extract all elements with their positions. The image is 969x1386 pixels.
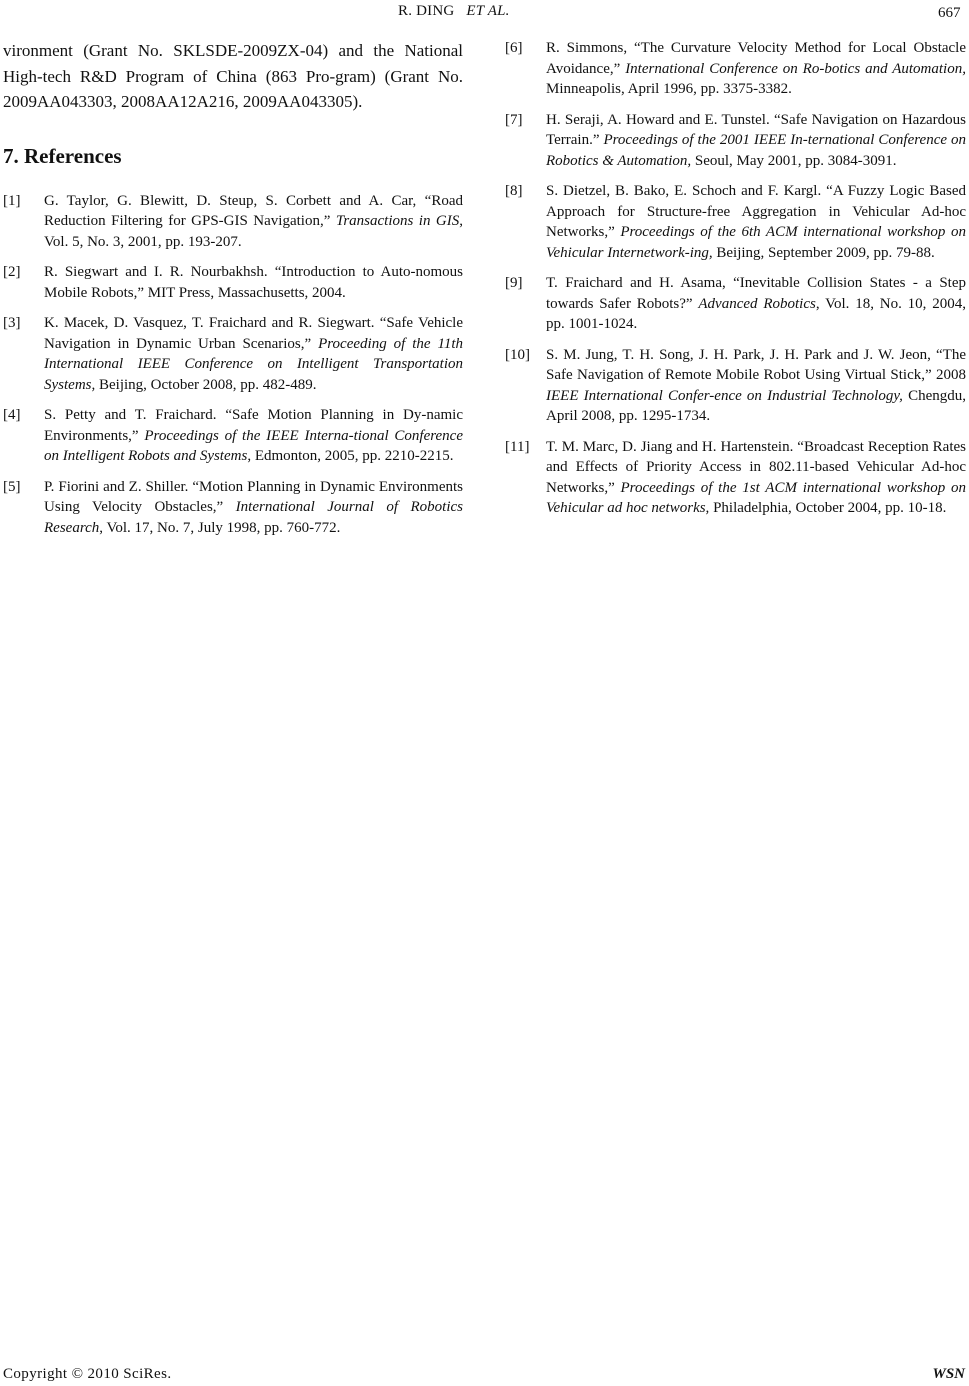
- reference-details: Chengdu, April 2008, pp. 1295-1734.: [546, 387, 966, 424]
- acknowledgment-paragraph: vironment (Grant No. SKLSDE-2009ZX-04) and the National High-tech R&D Program of China (863 Pro-gram) (Grant No. 2009AA043303, 2008AA12A216, 2009AA043305).: [3, 41, 463, 111]
- reference-item: [3, 191, 463, 253]
- reference-authors-title: P. Fiorini and Z. Shiller. “Motion Planning in Dynamic Environments Using Velocity Obstacles,”: [44, 478, 463, 515]
- reference-text: [44, 313, 463, 395]
- reference-number: [9]: [505, 275, 523, 291]
- reference-details: , Vol. 18, No. 10, 2004, pp. 1001-1024.: [546, 295, 966, 332]
- reference-details: Minneapolis, April 1996, pp. 3375-3382.: [546, 81, 792, 97]
- reference-details: , Vol. 17, No. 7, July 1998, pp. 760-772.: [99, 519, 341, 536]
- reference-details: , Edmonton, 2005, pp. 2210-2215.: [247, 448, 454, 464]
- reference-item: [3, 262, 463, 303]
- reference-number: [4]: [3, 407, 21, 423]
- running-head-etal: ET AL.: [466, 3, 510, 19]
- reference-text: [546, 345, 966, 427]
- reference-venue: Proceedings of the 2001 IEEE In-ternational Conference on Robotics & Automation,: [546, 132, 966, 169]
- reference-authors-title: T. Fraichard and H. Asama, “Inevitable Collision States - a Step towards Safer Robots?”: [546, 275, 966, 312]
- reference-authors-title: K. Macek, D. Vasquez, T. Fraichard and R. Siegwart. “Safe Vehicle Navigation in Dynamic Urban Scenarios,”: [44, 315, 463, 352]
- running-head-author-name: R. DING: [398, 3, 455, 19]
- reference-details: Seoul, May 2001, pp. 3084-3091.: [691, 152, 897, 169]
- reference-number: [11]: [505, 438, 530, 455]
- reference-authors-title: G. Taylor, G. Blewitt, D. Steup, S. Corbett and A. Car, “Road Reduction Filtering for GPS-GIS Navigation,”: [44, 192, 463, 229]
- reference-item: [505, 181, 966, 263]
- reference-text: [546, 110, 966, 172]
- running-head-authors: [398, 3, 510, 20]
- reference-details: Beijing, September 2009, pp. 79-88.: [712, 244, 935, 261]
- reference-item: [3, 405, 463, 467]
- reference-details: Beijing, October 2008, pp. 482-489.: [95, 376, 317, 393]
- reference-venue: Proceedings of the IEEE Interna-tional Conference on Intelligent Robots and Systems: [44, 427, 463, 464]
- reference-details: , Vol. 5, No. 3, 2001, pp. 193-207.: [44, 213, 463, 250]
- reference-number: [5]: [3, 478, 21, 495]
- reference-venue: International Journal of Robotics Research: [44, 499, 464, 536]
- reference-text: [44, 477, 463, 539]
- reference-authors-title: R. Simmons, “The Curvature Velocity Method for Local Obstacle Avoidance,”: [546, 40, 966, 77]
- reference-details: Philadelphia, October 2004, pp. 10-18.: [709, 500, 947, 516]
- reference-venue: Advanced Robotics: [698, 295, 816, 312]
- reference-number: [7]: [505, 111, 523, 128]
- reference-venue: IEEE International Confer-ence on Industrial Technology,: [546, 387, 903, 404]
- reference-text: [546, 273, 966, 335]
- reference-item: [505, 110, 966, 172]
- reference-text: [546, 38, 966, 100]
- reference-authors-title: S. Dietzel, B. Bako, E. Schoch and F. Kargl. “A Fuzzy Logic Based Approach for Structure-free Aggregation in Vehicular Ad-hoc Networks,”: [546, 183, 966, 240]
- reference-text: [44, 262, 463, 303]
- reference-venue: Proceeding of the 11th International IEEE Conference on Intelligent Transportation Systems,: [44, 335, 463, 393]
- reference-number: [1]: [3, 192, 21, 209]
- reference-item: [505, 345, 966, 427]
- running-head: [0, 3, 969, 25]
- page-number: 667: [938, 5, 961, 21]
- reference-authors-title: R. Siegwart and I. R. Nourbakhsh. “Introduction to Auto-nomous Mobile Robots,” MIT Press, Massachusetts, 2004.: [44, 264, 463, 301]
- reference-authors-title: S. M. Jung, T. H. Song, J. H. Park, J. H. Park and J. W. Jeon, “The Safe Navigation of Remote Mobile Robot Using Virtual Stick,” 2008: [546, 346, 966, 383]
- reference-number: [10]: [505, 346, 530, 363]
- reference-venue: International Conference on Ro-botics and Automation,: [625, 60, 966, 77]
- reference-number: [6]: [505, 40, 523, 56]
- reference-item: [505, 38, 966, 100]
- reference-authors-title: S. Petty and T. Fraichard. “Safe Motion Planning in Dy-namic Environments,”: [44, 407, 463, 444]
- reference-venue: Transactions in GIS: [335, 213, 460, 229]
- reference-number: [3]: [3, 315, 21, 331]
- reference-venue: Proceedings of the 1st ACM international workshop on Vehicular ad hoc networks,: [546, 479, 966, 516]
- reference-item: [3, 313, 463, 395]
- copyright-notice: Copyright © 2010 SciRes.: [3, 1366, 172, 1382]
- right-column: [505, 38, 966, 529]
- reference-text: [44, 191, 463, 253]
- reference-authors-title: H. Seraji, A. Howard and E. Tunstel. “Safe Navigation on Hazardous Terrain.”: [546, 111, 966, 148]
- left-column: [3, 38, 463, 548]
- page-footer: [0, 1366, 969, 1386]
- reference-number: [2]: [3, 264, 21, 280]
- reference-text: [546, 181, 966, 263]
- reference-item: [505, 437, 966, 519]
- reference-number: [8]: [505, 183, 523, 199]
- reference-venue: Proceedings of the 6th ACM international workshop on Vehicular Internetwork-ing,: [546, 224, 966, 261]
- reference-item: [3, 477, 463, 539]
- reference-text: [44, 405, 463, 467]
- reference-item: [505, 273, 966, 335]
- reference-authors-title: T. M. Marc, D. Jiang and H. Hartenstein. “Broadcast Reception Rates and Effects of Priority Access in 802.11-based Vehicular Ad-hoc Networks,”: [546, 438, 966, 496]
- journal-abbreviation: WSN: [932, 1366, 965, 1382]
- references-heading: 7. References: [3, 143, 122, 168]
- reference-text: [546, 437, 966, 519]
